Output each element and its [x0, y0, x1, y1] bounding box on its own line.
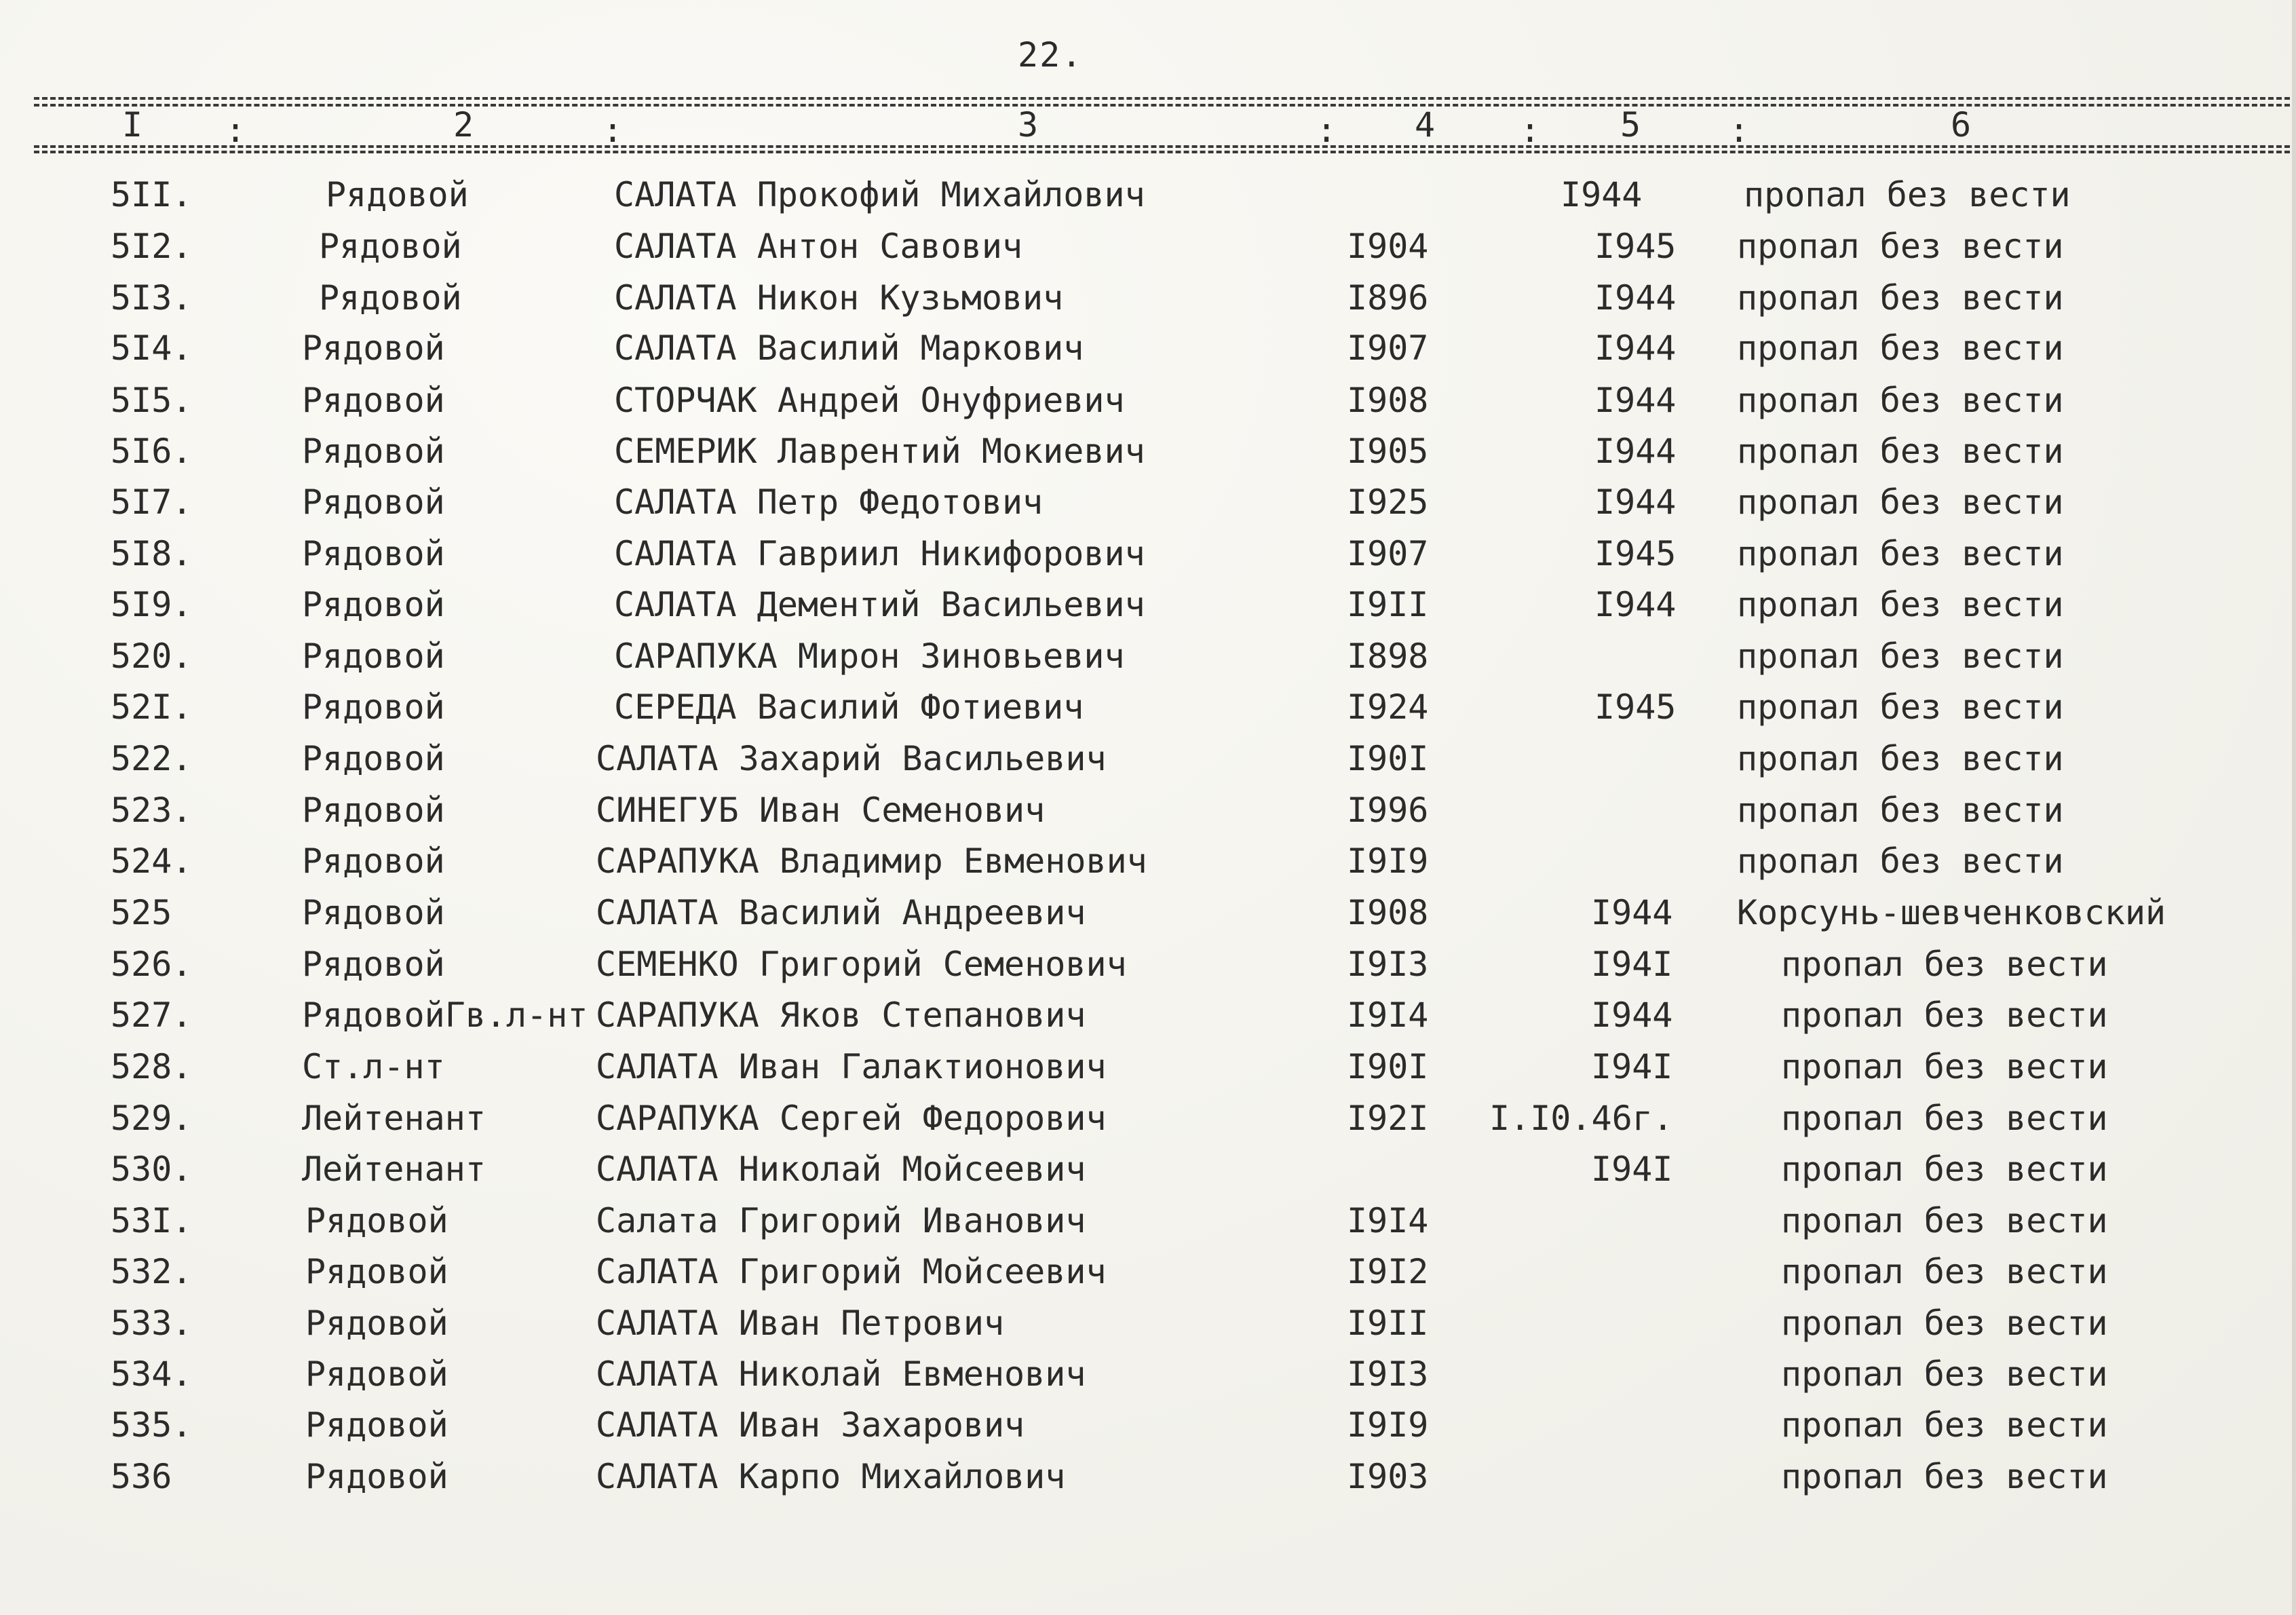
row-number: 532.: [111, 1252, 193, 1291]
row-birth-year: I907: [1347, 534, 1429, 573]
table-row: [0, 788, 2296, 840]
row-event-year: I94I: [1591, 1047, 1673, 1086]
row-name: САЛАТА Никон Кузьмович: [614, 278, 1064, 318]
table-row: [0, 1045, 2296, 1097]
row-birth-year: I924: [1347, 687, 1429, 727]
row-name: САЛАТА Василий Андреевич: [596, 893, 1086, 932]
row-name: САЛАТА Захарий Васильевич: [596, 739, 1107, 778]
row-rank: Рядовой: [302, 328, 445, 368]
row-number: 534.: [111, 1354, 193, 1394]
row-event-year: I944: [1561, 175, 1643, 214]
header-rule-top: [34, 97, 2290, 100]
row-note: пропал без вести: [1737, 328, 2064, 368]
row-name: САЛАТА Иван Петрович: [596, 1304, 1005, 1343]
row-note: пропал без вести: [1737, 227, 2064, 266]
row-note: пропал без вести: [1781, 1405, 2108, 1445]
row-number: 527.: [111, 995, 193, 1035]
row-number: 529.: [111, 1099, 193, 1138]
row-note: пропал без вести: [1781, 1047, 2108, 1086]
row-rank: Рядовой: [302, 432, 445, 471]
row-number: 523.: [111, 791, 193, 830]
row-rank: Рядовой: [302, 893, 445, 932]
header-rule-bottom-second: [34, 151, 2290, 153]
table-row: [0, 1199, 2296, 1251]
row-birth-year: I898: [1347, 636, 1429, 676]
row-note: пропал без вести: [1737, 534, 2064, 573]
row-number: 533.: [111, 1304, 193, 1343]
table-row: [0, 1455, 2296, 1506]
row-rank: Рядовой: [302, 841, 445, 881]
row-birth-year: I90I: [1347, 739, 1429, 778]
row-name: СЕРЕДА Василий Фотиевич: [614, 687, 1084, 727]
row-number: 5I3.: [111, 278, 193, 318]
table-row: [0, 839, 2296, 891]
row-name: САЛАТА Петр Федотович: [614, 482, 1044, 522]
row-note: пропал без вести: [1737, 739, 2064, 778]
table-row: [0, 1250, 2296, 1302]
row-event-year: I945: [1594, 534, 1677, 573]
table-row: [0, 430, 2296, 481]
row-rank: Рядовой: [305, 1304, 448, 1343]
row-rank: Рядовой: [302, 482, 445, 522]
page-number: 22.: [1018, 35, 1084, 75]
row-name: САРАПУКА Владимир Евменович: [596, 841, 1147, 881]
row-rank: Рядовой: [305, 1201, 448, 1240]
row-event-year: I94I: [1591, 945, 1673, 984]
table-row: [0, 993, 2296, 1045]
table-row: [0, 1147, 2296, 1199]
row-birth-year: I9I3: [1347, 945, 1429, 984]
row-rank: Рядовой: [302, 636, 445, 676]
row-number: 528.: [111, 1047, 193, 1086]
row-event-year: I945: [1594, 227, 1677, 266]
row-name: САЛАТА Иван Захарович: [596, 1405, 1025, 1445]
row-name: САЛАТА Николай Евменович: [596, 1354, 1086, 1394]
row-number: 530.: [111, 1150, 193, 1189]
row-name: САЛАТА Прокофий Михайлович: [614, 175, 1145, 214]
table-row: [0, 634, 2296, 686]
table-row: [0, 891, 2296, 943]
row-note: пропал без вести: [1737, 841, 2064, 881]
row-name: СаЛАТА Григорий Мойсеевич: [596, 1252, 1107, 1291]
row-event-year: I944: [1594, 432, 1677, 471]
table-row: [0, 326, 2296, 378]
table-row: [0, 379, 2296, 430]
row-number: 52I.: [111, 687, 193, 727]
row-name: СЕМЕРИК Лаврентий Мокиевич: [614, 432, 1145, 471]
row-event-year: I.I0.46г.: [1489, 1099, 1673, 1138]
row-note: пропал без вести: [1781, 1457, 2108, 1496]
row-number: 526.: [111, 945, 193, 984]
row-number: 5I5.: [111, 381, 193, 420]
row-note: пропал без вести: [1781, 1354, 2108, 1394]
row-rank: Рядовой: [302, 381, 445, 420]
row-name: Салата Григорий Иванович: [596, 1201, 1086, 1240]
column-header-6: 6: [1951, 105, 1972, 145]
table-row: [0, 583, 2296, 634]
column-header-1: I: [122, 105, 143, 145]
row-number: 5I6.: [111, 432, 193, 471]
row-note: пропал без вести: [1781, 945, 2108, 984]
row-number: 5I7.: [111, 482, 193, 522]
row-note: пропал без вести: [1781, 1252, 2108, 1291]
row-event-year: I944: [1594, 381, 1677, 420]
row-rank: Рядовой: [326, 175, 469, 214]
row-event-year: I944: [1591, 995, 1673, 1035]
row-number: 536: [111, 1457, 172, 1496]
row-rank: Рядовой: [302, 585, 445, 624]
column-header-4: 4: [1415, 105, 1436, 145]
row-note: Корсунь-шевченковский: [1737, 893, 2166, 932]
table-row: [0, 1302, 2296, 1353]
row-name: САРАПУКА Сергей Федорович: [596, 1099, 1107, 1138]
table-row: [0, 480, 2296, 532]
row-birth-year: I903: [1347, 1457, 1429, 1496]
row-birth-year: I9I9: [1347, 841, 1429, 881]
row-rank: Рядовой: [319, 227, 462, 266]
row-birth-year: I9II: [1347, 1304, 1429, 1343]
row-birth-year: I905: [1347, 432, 1429, 471]
table-row: [0, 276, 2296, 328]
row-note: пропал без вести: [1737, 687, 2064, 727]
row-birth-year: I9I3: [1347, 1354, 1429, 1394]
row-number: 5II.: [111, 175, 193, 214]
row-name: САЛАТА Василий Маркович: [614, 328, 1084, 368]
row-event-year: I944: [1594, 585, 1677, 624]
row-rank: Рядовой: [305, 1252, 448, 1291]
table-row: [0, 1403, 2296, 1455]
row-name: САЛАТА Николай Мойсеевич: [596, 1150, 1086, 1189]
row-number: 5I9.: [111, 585, 193, 624]
column-separator: :: [225, 111, 246, 150]
row-birth-year: I925: [1347, 482, 1429, 522]
table-row: [0, 532, 2296, 584]
row-birth-year: I9I4: [1347, 1201, 1429, 1240]
row-rank: Лейтенант: [302, 1099, 486, 1138]
row-note: пропал без вести: [1737, 585, 2064, 624]
row-name: САЛАТА Иван Галактионович: [596, 1047, 1107, 1086]
row-rank: Лейтенант: [302, 1150, 486, 1189]
row-number: 535.: [111, 1405, 193, 1445]
row-event-year: I944: [1594, 278, 1677, 318]
row-birth-year: I9I2: [1347, 1252, 1429, 1291]
row-rank: Рядовой: [302, 687, 445, 727]
header-rule-bottom: [34, 145, 2290, 148]
column-separator: :: [1729, 111, 1750, 150]
row-birth-year: I896: [1347, 278, 1429, 318]
row-birth-year: I908: [1347, 381, 1429, 420]
row-number: 5I4.: [111, 328, 193, 368]
row-note: пропал без вести: [1737, 278, 2064, 318]
column-separator: :: [1520, 111, 1541, 150]
column-header-3: 3: [1018, 105, 1039, 145]
row-number: 5I2.: [111, 227, 193, 266]
row-note: пропал без вести: [1737, 432, 2064, 471]
row-rank: Рядовой: [305, 1354, 448, 1394]
table-row: [0, 225, 2296, 276]
row-event-year: I944: [1591, 893, 1673, 932]
row-name: САРАПУКА Мирон Зиновьевич: [614, 636, 1125, 676]
row-note: пропал без вести: [1781, 995, 2108, 1035]
row-rank: Рядовой: [302, 945, 445, 984]
row-number: 524.: [111, 841, 193, 881]
row-name: СТОРЧАК Андрей Онуфриевич: [614, 381, 1125, 420]
row-rank: Рядовой: [302, 534, 445, 573]
table-row: [0, 173, 2296, 225]
row-note: пропал без вести: [1737, 381, 2064, 420]
row-birth-year: I908: [1347, 893, 1429, 932]
row-rank: Рядовой: [302, 739, 445, 778]
row-name: САЛАТА Гавриил Никифорович: [614, 534, 1145, 573]
row-name: САЛАТА Антон Савович: [614, 227, 1023, 266]
table-row: [0, 1097, 2296, 1148]
row-number: 525: [111, 893, 172, 932]
row-number: 5I8.: [111, 534, 193, 573]
column-header-2: 2: [453, 105, 474, 145]
row-birth-year: I904: [1347, 227, 1429, 266]
row-birth-year: I907: [1347, 328, 1429, 368]
table-row: [0, 737, 2296, 788]
row-note: пропал без вести: [1737, 636, 2064, 676]
row-event-year: I944: [1594, 482, 1677, 522]
row-birth-year: I92I: [1347, 1099, 1429, 1138]
row-number: 520.: [111, 636, 193, 676]
row-note: пропал без вести: [1781, 1099, 2108, 1138]
row-name: СИНЕГУБ Иван Семенович: [596, 791, 1046, 830]
row-rank: Рядовой: [305, 1457, 448, 1496]
row-rank: Рядовой: [305, 1405, 448, 1445]
row-birth-year: I9I4: [1347, 995, 1429, 1035]
row-birth-year: I90I: [1347, 1047, 1429, 1086]
row-rank: Ст.л-нт: [302, 1047, 445, 1086]
row-name: СЕМЕНКО Григорий Семенович: [596, 945, 1127, 984]
row-rank: Рядовой: [302, 791, 445, 830]
row-number: 522.: [111, 739, 193, 778]
row-birth-year: I996: [1347, 791, 1429, 830]
row-name: САЛАТА Карпо Михайлович: [596, 1457, 1066, 1496]
row-birth-year: I9I9: [1347, 1405, 1429, 1445]
column-header-5: 5: [1620, 105, 1641, 145]
row-note: пропал без вести: [1744, 175, 2071, 214]
row-name: САЛАТА Дементий Васильевич: [614, 585, 1145, 624]
row-note: пропал без вести: [1737, 482, 2064, 522]
row-name: САРАПУКА Яков Степанович: [596, 995, 1086, 1035]
row-birth-year: I9II: [1347, 585, 1429, 624]
table-row: [0, 1352, 2296, 1404]
row-rank: Рядовой: [319, 278, 462, 318]
table-row: [0, 685, 2296, 737]
row-note: пропал без вести: [1781, 1150, 2108, 1189]
row-note: пропал без вести: [1781, 1201, 2108, 1240]
row-event-year: I945: [1594, 687, 1677, 727]
row-rank: РядовойГв.л-нт: [302, 995, 588, 1035]
column-separator: :: [602, 111, 624, 150]
row-note: пропал без вести: [1781, 1304, 2108, 1343]
row-event-year: I94I: [1591, 1150, 1673, 1189]
table-row: [0, 943, 2296, 994]
row-note: пропал без вести: [1737, 791, 2064, 830]
column-separator: :: [1316, 111, 1337, 150]
row-number: 53I.: [111, 1201, 193, 1240]
row-event-year: I944: [1594, 328, 1677, 368]
